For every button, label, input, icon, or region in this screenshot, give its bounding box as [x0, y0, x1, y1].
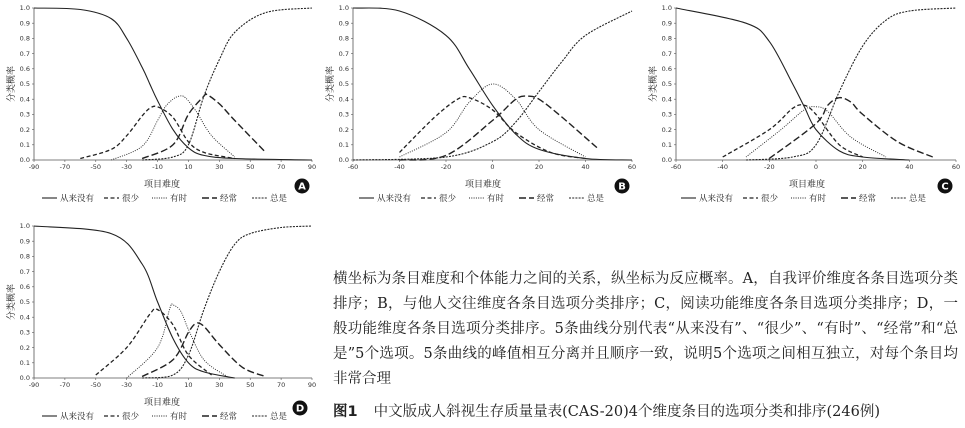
figure-caption	[333, 267, 958, 392]
x-tick-label: 10	[184, 381, 193, 389]
y-axis-title: 分类概率	[326, 65, 336, 103]
x-tick-label: 60	[951, 163, 961, 171]
legend-label: 有时	[487, 194, 505, 204]
series-line	[400, 96, 598, 160]
x-tick-label: -70	[59, 163, 71, 171]
x-tick-label: -50	[90, 163, 102, 171]
x-tick-label: 70	[276, 163, 286, 171]
y-tick-label: 0.4	[19, 95, 30, 104]
y-tick-label: 0.0	[661, 156, 672, 165]
chart-c-svg	[643, 0, 965, 210]
x-axis-title: 项目难度	[464, 180, 502, 190]
chart-b-svg	[320, 0, 640, 210]
y-tick-label: 1.0	[661, 4, 672, 13]
chart-d-svg	[0, 218, 318, 428]
figure-label: 图1	[333, 404, 358, 420]
figure-title-line	[333, 400, 958, 421]
x-tick-label: -20	[440, 163, 452, 171]
y-tick-label: 0.5	[661, 80, 672, 89]
y-tick-label: 0.3	[19, 110, 30, 119]
legend-label: 总是	[270, 412, 288, 422]
legend-label: 有时	[170, 412, 188, 422]
legend-label: 经常	[537, 194, 555, 204]
y-tick-label: 0.2	[19, 125, 30, 134]
y-tick-label: 0.9	[338, 19, 349, 28]
x-axis-title: 项目难度	[143, 398, 181, 408]
legend-label: 总是	[270, 194, 288, 204]
x-tick-label: 10	[184, 163, 193, 171]
x-tick-label: 50	[246, 163, 255, 171]
y-tick-label: 0.5	[338, 80, 349, 89]
legend-label: 总是	[587, 194, 605, 204]
y-tick-label: 0.1	[338, 141, 349, 149]
panel-badge-label: C	[941, 181, 949, 193]
chart-panel-c	[643, 0, 965, 210]
legend-label: 从来没有	[60, 412, 95, 422]
series-line	[142, 323, 266, 377]
y-tick-label: 0.1	[19, 141, 30, 149]
series-line	[769, 98, 932, 159]
legend-label: 从来没有	[60, 194, 95, 204]
y-tick-label: 0.4	[661, 95, 672, 104]
y-tick-label: 0.7	[661, 49, 672, 58]
x-tick-label: 0	[490, 163, 495, 171]
series-line	[34, 8, 312, 160]
y-tick-label: 0.0	[19, 156, 30, 165]
series-line	[142, 226, 312, 378]
x-tick-label: 50	[246, 381, 255, 389]
y-tick-label: 0.4	[338, 95, 349, 104]
x-tick-label: -60	[347, 163, 359, 171]
y-tick-label: 0.2	[19, 343, 30, 352]
series-line	[96, 309, 212, 375]
x-tick-label: -20	[764, 163, 775, 171]
y-tick-label: 0.6	[19, 283, 30, 291]
y-tick-label: 0.5	[19, 298, 30, 307]
series-line	[353, 8, 632, 160]
y-tick-label: 0.8	[661, 34, 672, 43]
y-tick-label: 0.3	[19, 328, 30, 337]
y-tick-label: 0.3	[661, 110, 672, 119]
chart-panel-b	[320, 0, 640, 210]
legend-label: 很少	[122, 412, 140, 422]
x-tick-label: 0	[813, 163, 819, 171]
series-line	[746, 8, 956, 160]
x-tick-label: 40	[581, 163, 590, 171]
series-line	[723, 105, 863, 157]
y-tick-label: 0.0	[19, 374, 30, 383]
x-axis-title: 项目难度	[143, 180, 181, 190]
x-tick-label: -50	[90, 381, 102, 389]
x-tick-label: 30	[215, 381, 224, 389]
x-tick-label: 60	[627, 163, 637, 171]
y-tick-label: 0.8	[19, 252, 30, 261]
chart-a-svg	[0, 0, 318, 210]
chart-panel-d	[0, 218, 318, 428]
series-line	[353, 11, 632, 160]
y-tick-label: 0.7	[19, 267, 30, 276]
panel-badge-label: A	[298, 181, 306, 193]
y-tick-label: 0.7	[19, 49, 30, 58]
y-tick-label: 1.0	[19, 222, 30, 231]
x-tick-label: -30	[121, 381, 132, 389]
y-tick-label: 0.9	[661, 19, 672, 28]
legend-label: 经常	[220, 412, 238, 422]
y-axis-title: 分类概率	[7, 283, 17, 321]
y-tick-label: 0.2	[661, 125, 672, 134]
x-tick-label: -10	[152, 381, 163, 389]
y-tick-label: 0.7	[338, 49, 349, 58]
legend-label: 总是	[909, 194, 927, 204]
y-tick-label: 0.9	[19, 237, 30, 246]
legend-label: 有时	[809, 194, 827, 204]
x-tick-label: -10	[152, 163, 163, 171]
legend-label: 从来没有	[699, 194, 734, 204]
y-tick-label: 0.8	[338, 34, 349, 43]
series-line	[111, 96, 235, 160]
x-tick-label: -60	[670, 163, 682, 171]
panel-badge-label: D	[295, 403, 305, 415]
y-tick-label: 0.2	[338, 125, 349, 134]
caption-text: 横坐标为条目难度和个体能力之间的关系，纵坐标为反应概率。A，自我评价维度各条目选项分类排序；B，与他人交往维度各条目选项分类排序；C，阅读功能维度各条目选项分类排序；D，一般功能维度各条目选项分类排序。5条曲线分别代表“从来没有”、“很少”、“有时”、“经常”和“总是”5个选项。5条曲线的峰值相互分离并且顺序一致，说明5个选项之间相互独立，对每个条目均非常合理	[333, 271, 959, 387]
y-tick-label: 0.8	[19, 34, 30, 43]
x-tick-label: 20	[858, 163, 867, 171]
y-tick-label: 0.1	[661, 141, 672, 149]
y-tick-label: 0.4	[19, 313, 30, 322]
y-axis-title: 分类概率	[7, 65, 17, 103]
y-tick-label: 1.0	[338, 4, 349, 13]
series-line	[142, 8, 312, 160]
x-tick-label: 70	[276, 381, 286, 389]
x-tick-label: 40	[905, 163, 914, 171]
y-tick-label: 0.5	[19, 80, 30, 89]
x-tick-label: -90	[28, 163, 40, 171]
panel-badge-label: B	[618, 181, 626, 193]
x-tick-label: -30	[121, 163, 132, 171]
y-tick-label: 0.6	[19, 65, 30, 73]
series-line	[80, 106, 235, 158]
y-tick-label: 0.3	[338, 110, 349, 119]
x-tick-label: -90	[28, 381, 40, 389]
series-line	[127, 304, 227, 378]
y-tick-label: 0.0	[338, 156, 349, 165]
x-tick-label: 90	[307, 163, 317, 171]
chart-panel-a	[0, 0, 318, 210]
legend-label: 有时	[170, 194, 188, 204]
series-line	[34, 226, 235, 378]
legend-label: 很少	[761, 194, 779, 204]
legend-label: 经常	[220, 194, 238, 204]
x-axis-title: 项目难度	[788, 180, 826, 190]
y-tick-label: 1.0	[19, 4, 30, 13]
figure-title: 中文版成人斜视生存质量量表(CAS-20)4个维度条目的选项分类和排序(246例)	[373, 404, 881, 420]
legend-label: 很少	[122, 194, 140, 204]
x-tick-label: -70	[59, 381, 71, 389]
x-tick-label: 20	[534, 163, 544, 171]
legend-label: 很少	[439, 194, 457, 204]
y-tick-label: 0.1	[19, 359, 30, 367]
y-tick-label: 0.6	[661, 65, 672, 73]
y-axis-title: 分类概率	[649, 65, 659, 103]
legend-label: 从来没有	[377, 194, 412, 204]
x-tick-label: -40	[717, 163, 728, 171]
y-tick-label: 0.6	[338, 65, 349, 73]
x-tick-label: 30	[215, 163, 224, 171]
series-line	[142, 94, 266, 159]
y-tick-label: 0.9	[19, 19, 30, 28]
x-tick-label: 90	[307, 381, 317, 389]
x-tick-label: -40	[394, 163, 405, 171]
legend-label: 经常	[859, 194, 877, 204]
